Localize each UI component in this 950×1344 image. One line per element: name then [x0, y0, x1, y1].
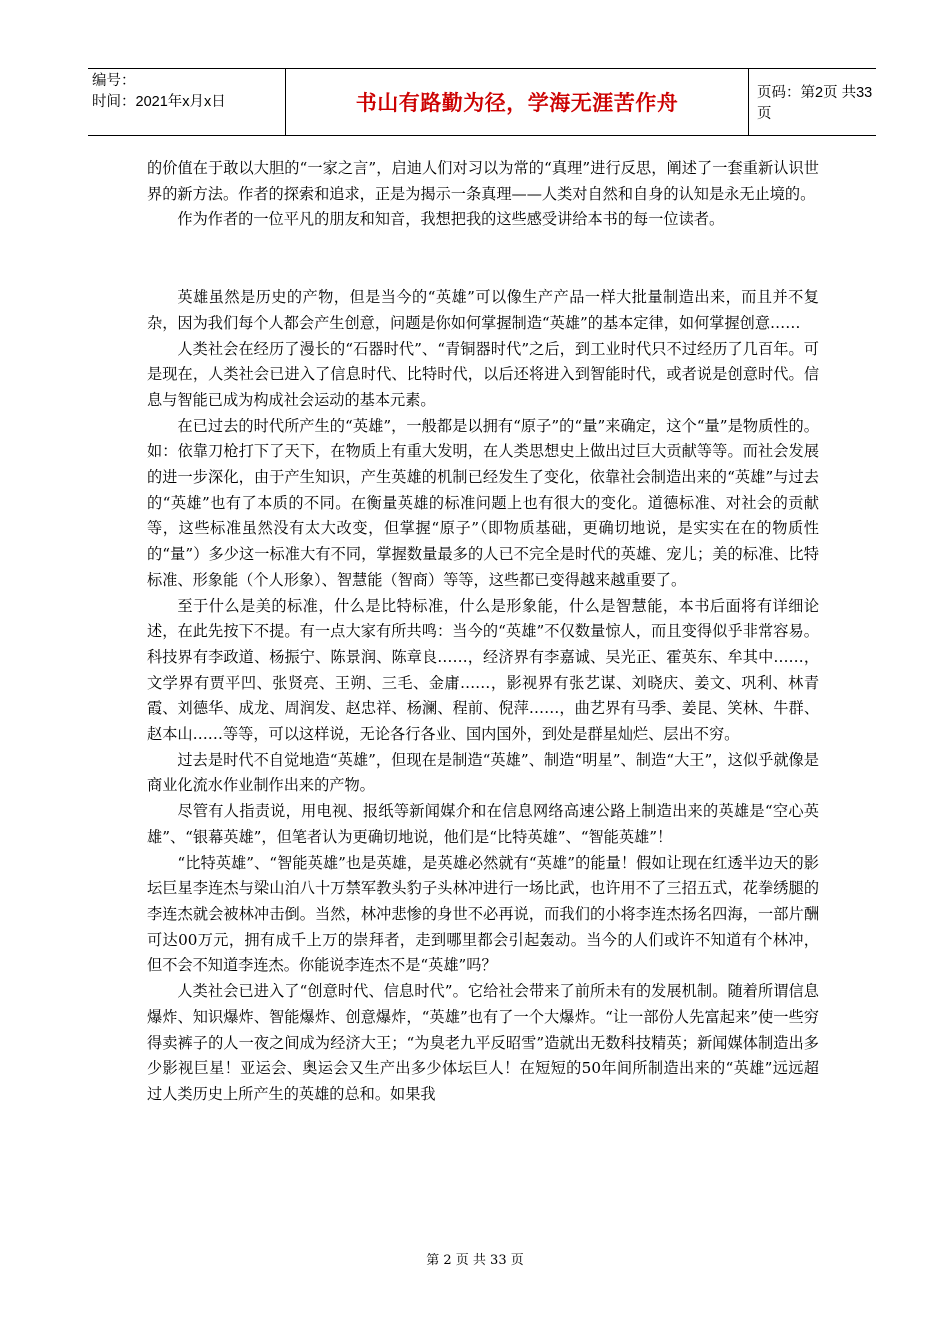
page-footer: 第 2 页 共 33 页: [426, 1253, 524, 1268]
paragraph: 的价值在于敢以大胆的“一家之言”，启迪人们对习以为常的“真理”进行反思，阐述了一套重新认识世界的新方法。作者的探索和追求，正是为揭示一条真理——人类对自然和自身的认知是永无止境的。: [147, 159, 819, 203]
paragraph: 人类社会已进入了“创意时代、信息时代”。它给社会带来了前所未有的发展机制。随着所谓信息爆炸、知识爆炸、智能爆炸、创意爆炸，“英雄”也有了一个大爆炸。“让一部份人先富起来”使一些穷得卖裤子的人一夜之间成为经济大王；“为臭老九平反昭雪”造就出无数科技精英；新闻媒体制造出多少影视巨星！亚运会、奥运会又生产出多少体坛巨人！在短短的50年间所制造出来的“英雄”远远超过人类历史上所产生的英雄的总和。如果我: [147, 982, 819, 1103]
document-body: [147, 156, 819, 1108]
header-page-info: 页码：第2页 共33页: [757, 85, 873, 122]
paragraph: 过去是时代不自觉地造“英雄”，但现在是制造“英雄”、制造“明星”、制造“大王”，这似乎就像是商业化流水作业制作出来的产物。: [147, 750, 819, 795]
paragraph: 至于什么是美的标准，什么是比特标准，什么是形象能，什么是智慧能，本书后面将有详细论述，在此先按下不提。有一点大家有所共鸣：当今的“英雄”不仅数量惊人，而且变得似乎非常容易。科技界有李政道、杨振宁、陈景润、陈章良……，经济界有李嘉诚、吴光正、霍英东、牟其中……，文学界有贾平凹、张贤亮、王朔、三毛、金庸……，影视界有张艺谋、刘晓庆、姜文、巩利、林青霞、刘德华、成龙、周润发、赵忠祥、杨澜、程前、倪萍……，曲艺界有马季、姜昆、笑林、牛群、赵本山……等等，可以这样说，无论各行各业、国内国外，到处是群星灿烂、层出不穷。: [147, 596, 819, 744]
paragraph: “比特英雄”、“智能英雄”也是英雄，是英雄必然就有“英雄”的能量！假如让现在红透半边天的影坛巨星李连杰与梁山泊八十万禁军教头豹子头林冲进行一场比武，也许用不了三招五式，花拳绣腿的李连杰就会被林冲击倒。当然，林冲悲惨的身世不必再说，而我们的小将李连杰扬名四海，一部片酬可达00万元，拥有成千上万的崇拜者，走到哪里都会引起轰动。当今的人们或许不知道有个林冲，但不会不知道李连杰。你能说李连杰不是“英雄”吗？: [147, 853, 819, 975]
header-meta-cell: [88, 69, 286, 135]
document-time-label: 时间：2021年x月x日: [92, 94, 226, 110]
document-number-label: 编号：: [92, 73, 136, 89]
paragraph: 英雄虽然是历史的产物，但是当今的“英雄”可以像生产产品一样大批量制造出来，而且并不复杂，因为我们每个人都会产生创意，问题是你如何掌握制造“英雄”的基本定律，如何掌握创意……: [147, 288, 819, 332]
paragraph: 作为作者的一位平凡的朋友和知音，我想把我的这些感受讲给本书的每一位读者。: [177, 210, 725, 229]
paragraph: 人类社会在经历了漫长的“石器时代”、“青铜器时代”之后，到工业时代只不过经历了几百年。可是现在，人类社会已进入了信息时代、比特时代，以后还将进入到智能时代，或者说是创意时代。信息与智能已成为构成社会运动的基本元素。: [147, 339, 819, 409]
section-gap: [147, 233, 819, 285]
paragraph: 在已过去的时代所产生的“英雄”，一般都是以拥有“原子”的“量”来确定，这个“量”是物质性的。如：依靠刀枪打下了天下，在物质上有重大发明，在人类思想史上做出过巨大贡献等等。而社会发展的进一步深化，由于产生知识，产生英雄的机制已经发生了变化，依靠社会制造出来的“英雄”与过去的“英雄”也有了本质的不同。在衡量英雄的标准问题上也有很大的变化。道德标准、对社会的贡献等，这些标准虽然没有太大改变，但掌握“原子”（即物质基础，更确切地说，是实实在在的物质性的“量”）多少这一标准大有不同，掌握数量最多的人已不完全是时代的英雄、宠儿；美的标准、比特标准、形象能（个人形象）、智慧能（智商）等等，这些都已变得越来越重要了。: [147, 416, 819, 589]
header-motto: 书山有路勤为径，学海无涯苦作舟: [286, 69, 749, 135]
page-header: [88, 68, 876, 136]
paragraph: 尽管有人指责说，用电视、报纸等新闻媒介和在信息网络高速公路上制造出来的英雄是“空心英雄”、“银幕英雄”，但笔者认为更确切地说，他们是“比特英雄”、“智能英雄”！: [147, 802, 819, 846]
